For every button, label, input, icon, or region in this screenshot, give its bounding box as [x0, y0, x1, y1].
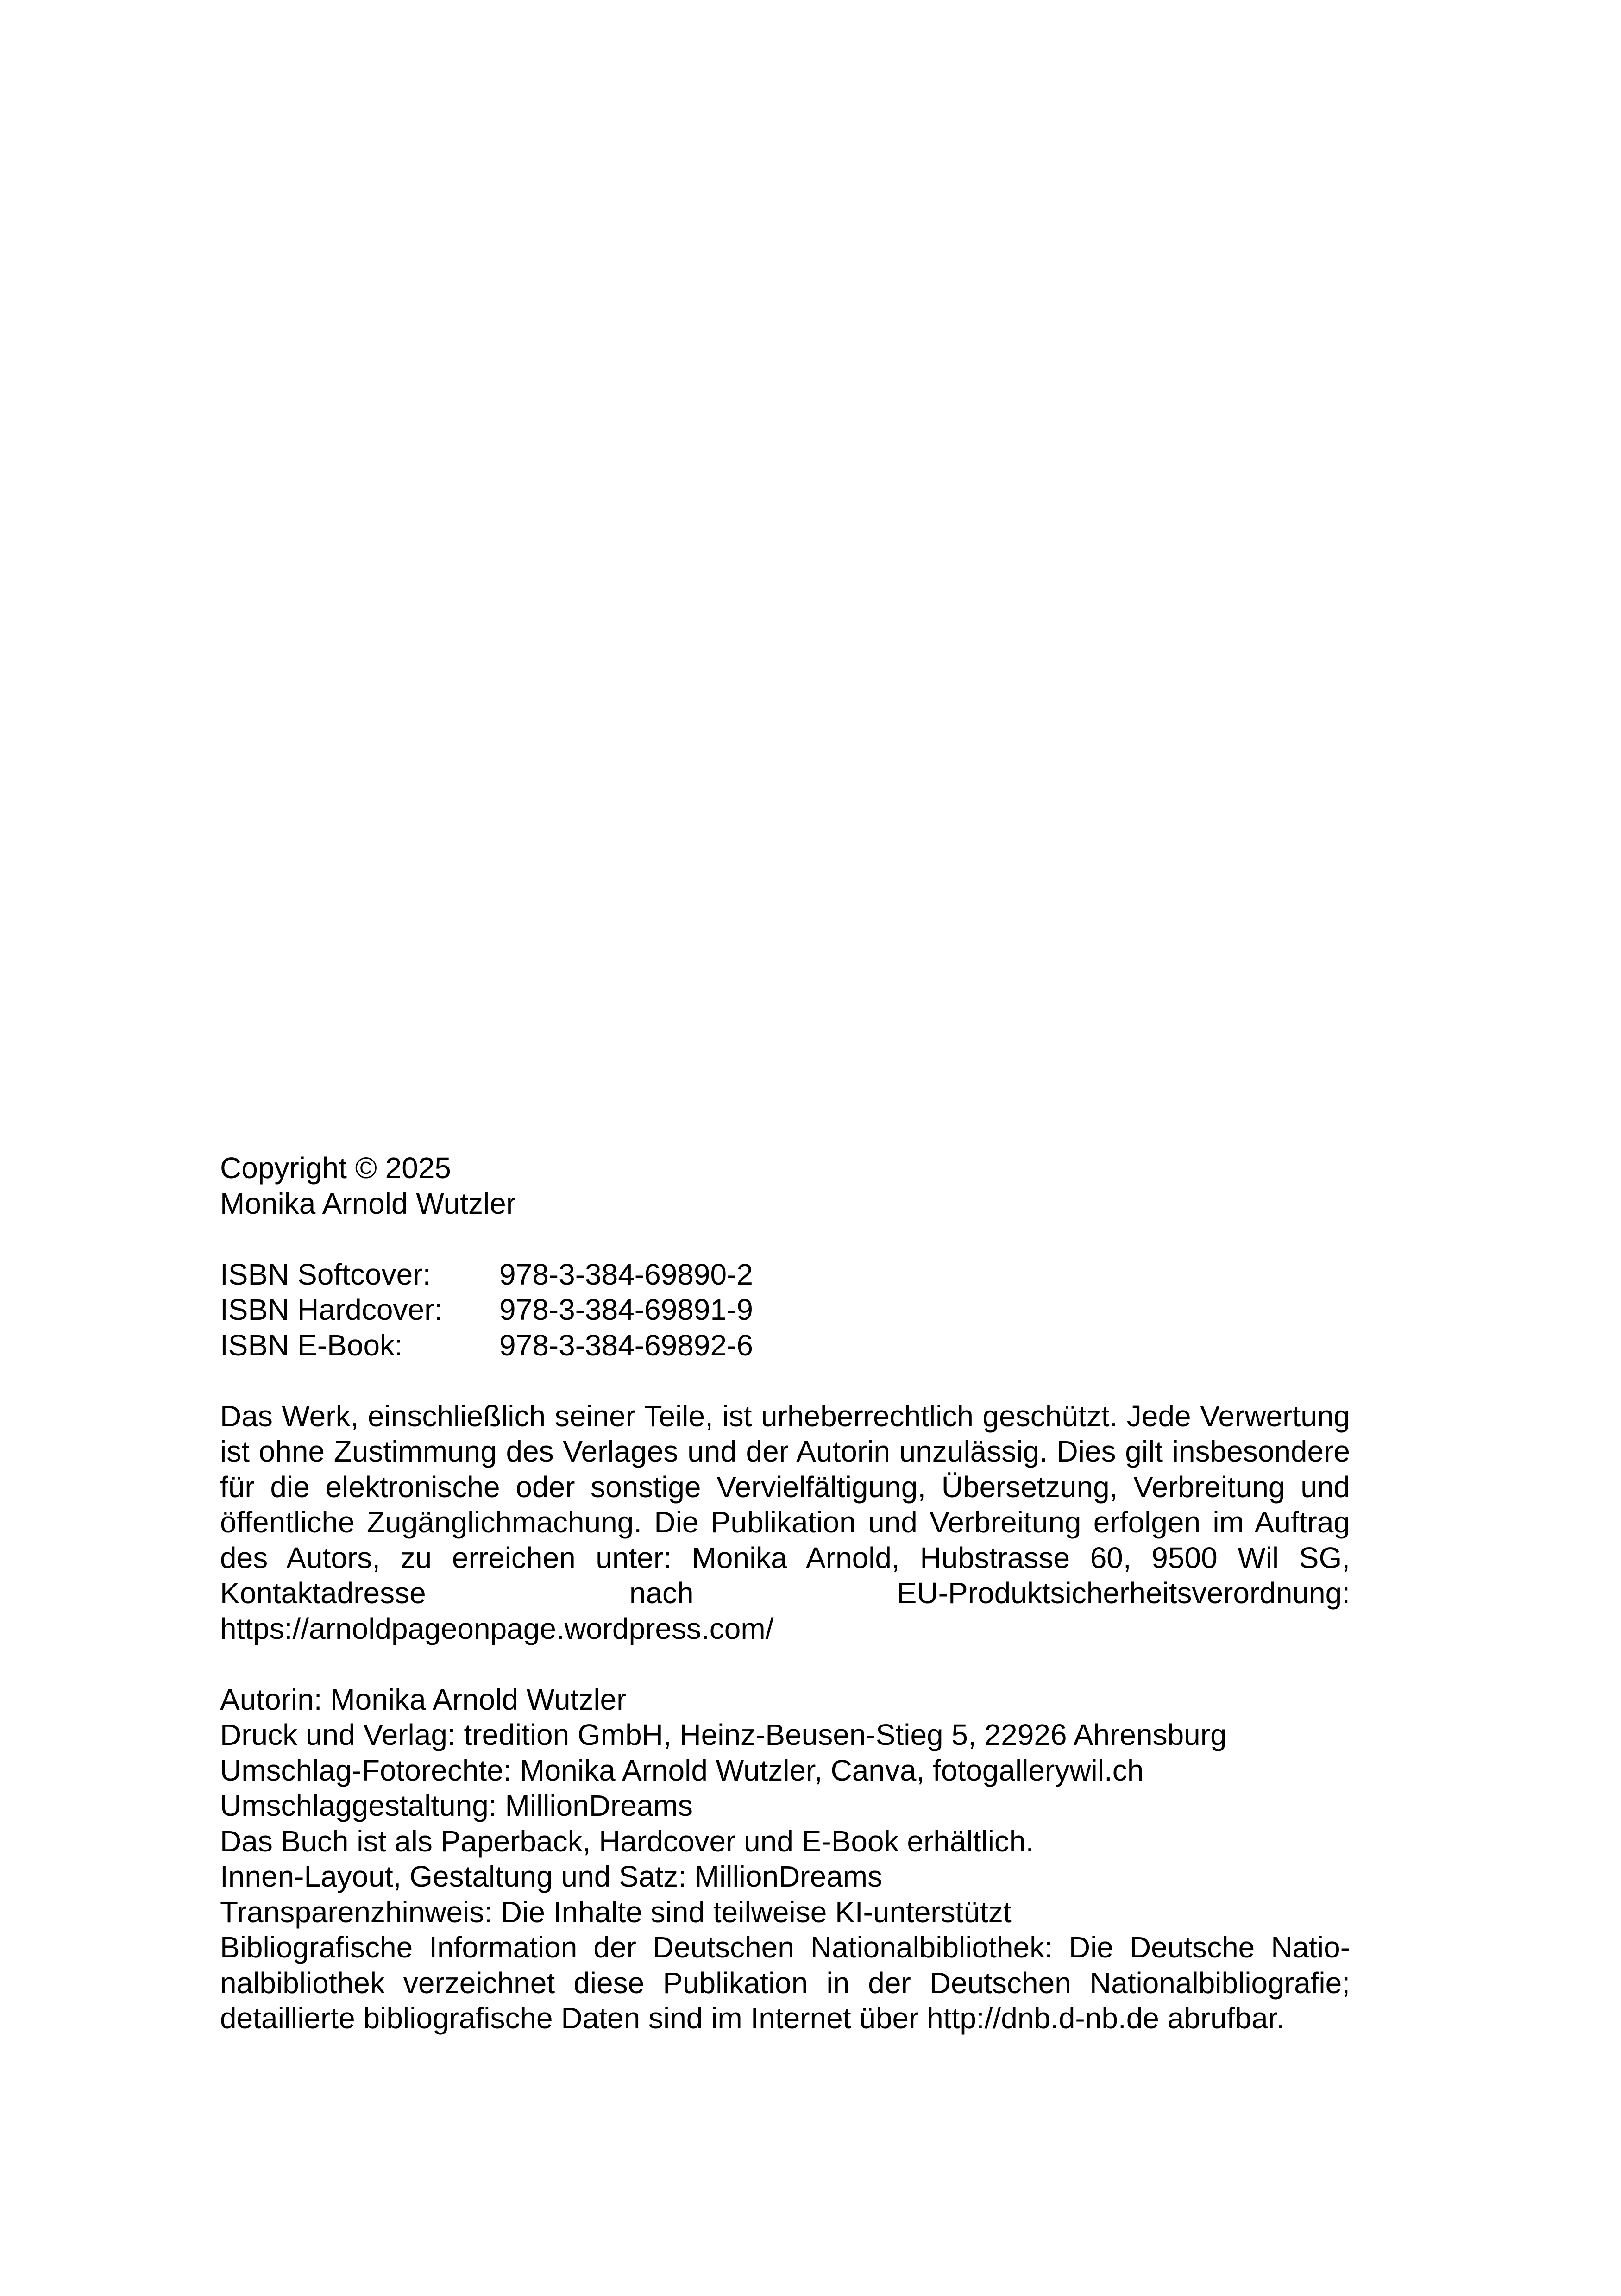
imprint-block — [220, 1150, 1350, 2036]
isbn-row-ebook — [220, 1328, 1350, 1363]
isbn-label: ISBN E-Book: — [220, 1328, 403, 1362]
credit-ai-notice: Transparenzhinweis: Die Inhalte sind teilweise KI-unterstützt — [220, 1895, 1012, 1929]
isbn-label: ISBN Softcover: — [220, 1257, 431, 1291]
credit-printer-publisher: Druck und Verlag: tredition GmbH, Heinz-Beusen-Stieg 5, 22926 Ahrensburg — [220, 1718, 1227, 1751]
isbn-row-hardcover — [220, 1292, 1350, 1328]
spacer — [220, 1221, 1350, 1257]
spacer — [220, 1363, 1350, 1399]
credit-author: Autorin: Monika Arnold Wutzler — [220, 1682, 627, 1716]
credits-list — [220, 1682, 1350, 1930]
isbn-value: 978-3-384-69890-2 — [499, 1257, 753, 1291]
copyright-line: Copyright © 2025 — [220, 1151, 451, 1185]
spacer — [220, 1646, 1350, 1682]
copyright-holder: Monika Arnold Wutzler — [220, 1186, 516, 1220]
isbn-value: 978-3-384-69891-9 — [499, 1293, 753, 1326]
isbn-list — [220, 1257, 1350, 1363]
rights-notice: Das Werk, einschließlich seiner Teile, ist urheberrechtlich geschützt. Jede Verwertung ist ohne Zustimmung des Verlages und der Autorin unzulässig. Dies gilt insbesondere für die elektronische oder sonstige Vervielfältigung, Übersetzung, Verbreitung und öffentliche Zugänglichmachung. Die Publikation und Verbreitung erfolgen im Auftrag des Autors, zu erreichen unter: Monika Arnold, Hubstrasse 60, 9500 Wil SG, Kontaktadresse nach EU-Produktsicherheitsverordnung: https://arnoldpageonpage.wordpress.com/ — [220, 1399, 1350, 1645]
credit-formats: Das Buch ist als Paperback, Hardcover und E-Book erhältlich. — [220, 1824, 1034, 1858]
isbn-row-softcover — [220, 1257, 1350, 1292]
isbn-value: 978-3-384-69892-6 — [499, 1328, 753, 1362]
credit-cover-design: Umschlaggestaltung: MillionDreams — [220, 1789, 693, 1822]
isbn-label: ISBN Hardcover: — [220, 1293, 443, 1326]
credit-cover-photo-rights: Umschlag-Fotorechte: Monika Arnold Wutzler, Canva, fotogallerywil.ch — [220, 1753, 1144, 1787]
credit-interior-layout: Innen-Layout, Gestaltung und Satz: MillionDreams — [220, 1860, 883, 1893]
bibliographic-notice: Bibliografische Information der Deutschen Nationalbibliothek: Die Deutsche Nationalbibliothek verzeichnet diese Publikation in der Deutschen Nationalbibliografie; detaillierte bibliografische Daten sind im Internet über http://dnb.d-nb.de abrufbar. — [220, 1931, 1350, 2035]
